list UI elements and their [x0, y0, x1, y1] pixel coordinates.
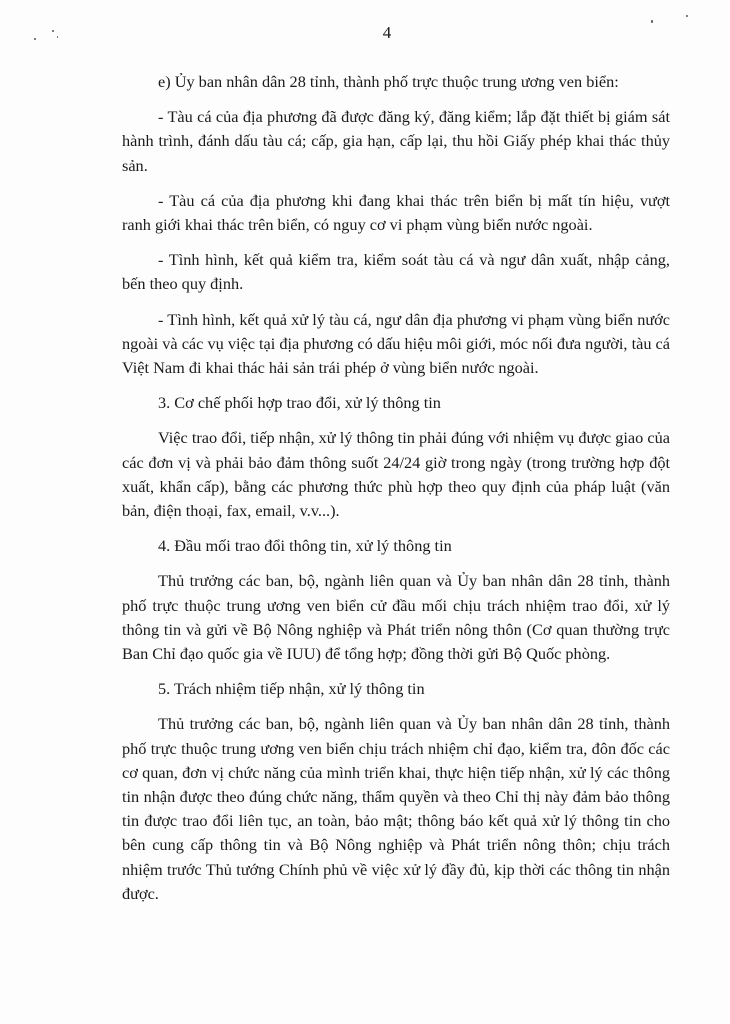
- section-e-heading: e) Ủy ban nhân dân 28 tỉnh, thành phố trực thuộc trung ương ven biển:: [158, 72, 619, 91]
- section-4-body: Thủ trưởng các ban, bộ, ngành liên quan và Ủy ban nhân dân 28 tỉnh, thành phố trực thuộc trung ương ven biển cử đầu mối chịu trách nhiệm trao đổi, xử lý thông tin và gửi về Bộ Nông nghiệp và Phát triển nông thôn (Cơ quan thường trực Ban Chỉ đạo quốc gia về IUU) để tổng hợp; đồng thời gửi Bộ Quốc phòng.: [122, 571, 670, 664]
- section-4-heading: 4. Đầu mối trao đổi thông tin, xử lý thông tin: [158, 536, 452, 556]
- bullet-fishing-vessel-registration: - Tàu cá của địa phương đã được đăng ký, đăng kiểm; lắp đặt thiết bị giám sát hành trình, đánh dấu tàu cá; cấp, gia hạn, cấp lại, thu hồi Giấy phép khai thác thủy sản.: [122, 107, 670, 175]
- section-5-body: Thủ trưởng các ban, bộ, ngành liên quan và Ủy ban nhân dân 28 tỉnh, thành phố trực thuộc trung ương ven biển chịu trách nhiệm chỉ đạo, kiểm tra, đôn đốc các cơ quan, đơn vị chức năng của mình triển khai, thực hiện tiếp nhận, xử lý các thông tin nhận được theo đúng chức năng, thẩm quyền và theo Chỉ thị này đảm bảo thông tin được trao đổi liên tục, an toàn, bảo mật; thông báo kết quả xử lý thông tin cho bên cung cấp thông tin và Bộ Nông nghiệp và Phát triển nông thôn; chịu trách nhiệm trước Thủ tướng Chính phủ về việc xử lý đầy đủ, kịp thời các thông tin nhận được.: [122, 714, 670, 903]
- scan-speck: [686, 15, 688, 17]
- bullet-vessel-signal-loss: - Tàu cá của địa phương khi đang khai thác trên biển bị mất tín hiệu, vượt ranh giới khai thác trên biển, có nguy cơ vi phạm vùng biển nước ngoài.: [122, 190, 670, 235]
- bullet-port-inspection: - Tình hình, kết quả kiểm tra, kiểm soát tàu cá và ngư dân xuất, nhập cảng, bến theo quy định.: [122, 250, 670, 294]
- document-body: [122, 70, 670, 917]
- bullet-violation-handling: - Tình hình, kết quả xử lý tàu cá, ngư dân địa phương vi phạm vùng biển nước ngoài và các vụ việc tại địa phương có dấu hiệu môi giới, móc nối đưa người, tàu cá Việt Nam đi khai thác hải sản trái phép ở vùng biển nước ngoài.: [122, 309, 670, 378]
- page-number: 4: [382, 23, 392, 42]
- section-3-heading: 3. Cơ chế phối hợp trao đổi, xử lý thông tin: [158, 393, 441, 413]
- section-3-body: Việc trao đổi, tiếp nhận, xử lý thông tin phải đúng với nhiệm vụ được giao của các đơn vị và phải bảo đảm thông suốt 24/24 giờ trong ngày (trong trường hợp đột xuất, khẩn cấp), bằng các phương thức phù hợp theo quy định của pháp luật (văn bản, điện thoại, fax, email, v.v...).: [122, 428, 670, 521]
- section-5-heading: 5. Trách nhiệm tiếp nhận, xử lý thông tin: [158, 679, 425, 699]
